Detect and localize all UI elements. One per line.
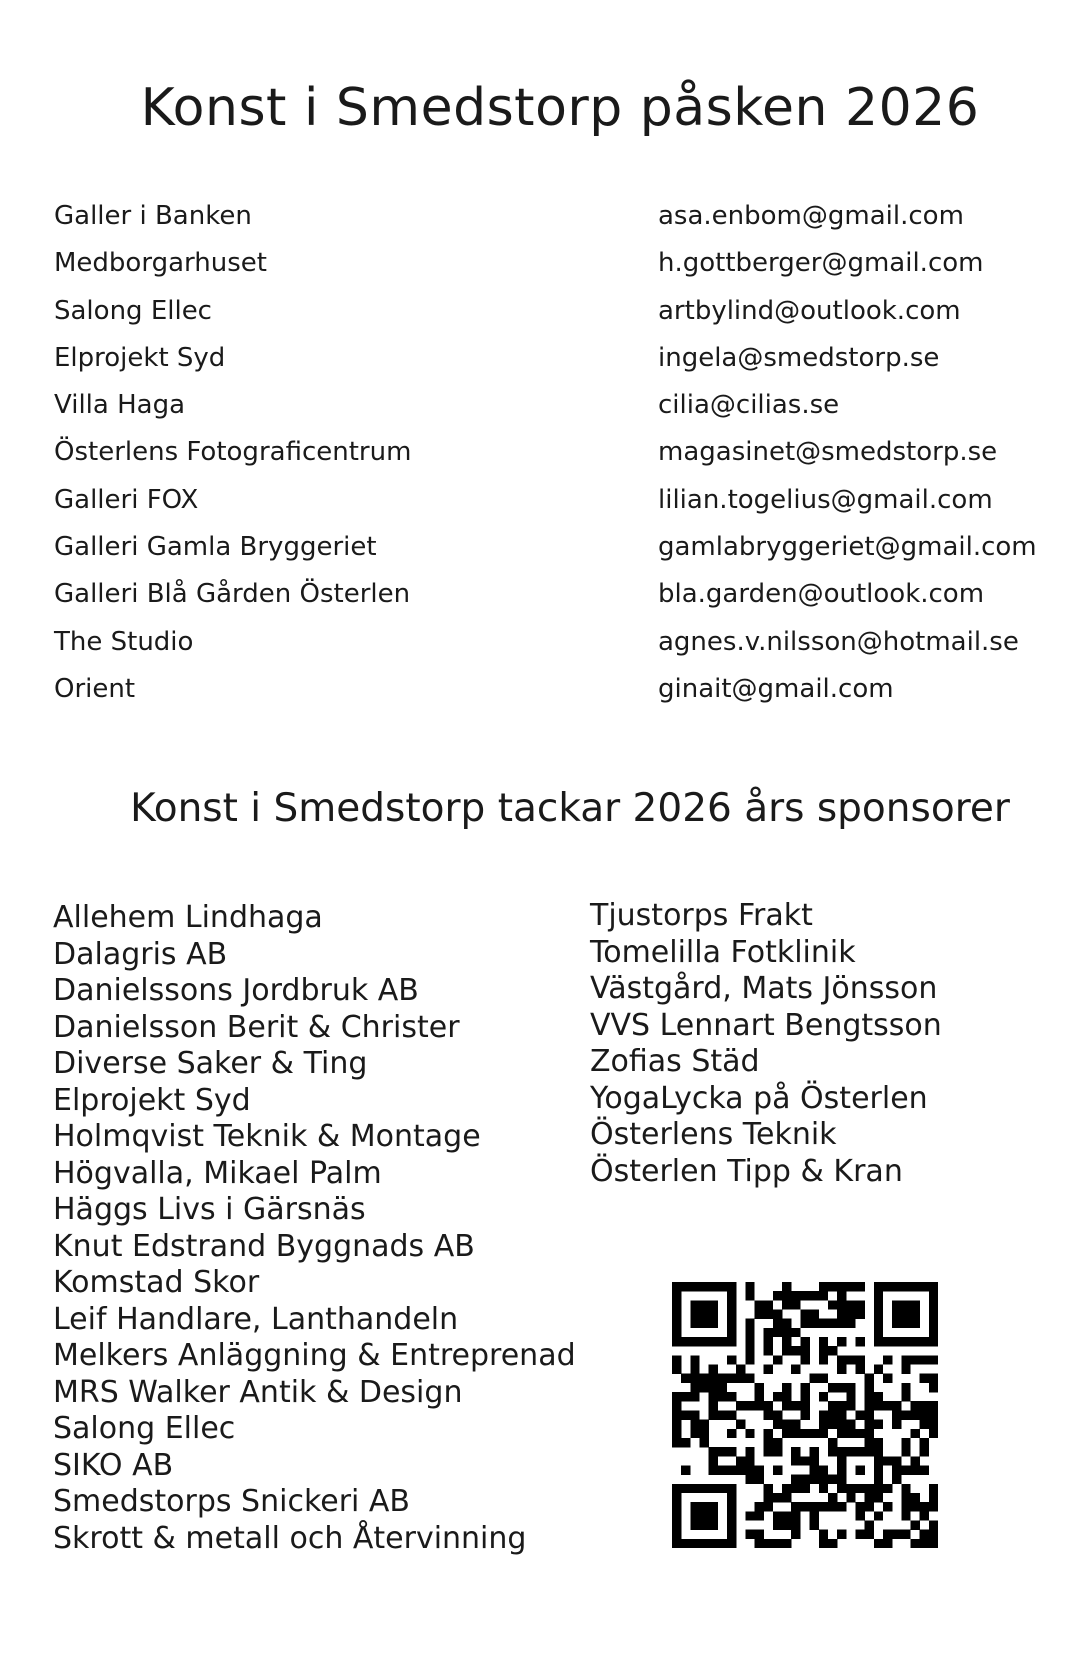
sponsor-item: Tjustorps Frakt <box>590 898 813 933</box>
venue-email: cilia@cilias.se <box>658 390 840 421</box>
venue-name: Villa Haga <box>54 390 186 421</box>
sponsor-item: Melkers Anläggning & Entreprenad <box>53 1338 576 1373</box>
venue-email: asa.enbom@gmail.com <box>658 201 964 231</box>
venue-email: lilian.togelius@gmail.com <box>658 484 993 515</box>
venue-name: Orient <box>54 673 136 704</box>
venue-email: agnes.v.nilsson@hotmail.se <box>658 626 1019 657</box>
page-title: Konst i Smedstorp påsken 2026 <box>140 78 980 138</box>
sponsor-item: Västgård, Mats Jönsson <box>590 971 938 1006</box>
venue-email: magasinet@smedstorp.se <box>658 437 998 468</box>
venue-name: Galleri Blå Gården Österlen <box>54 579 411 610</box>
venue-email: artbylind@outlook.com <box>658 295 961 326</box>
venue-list <box>54 198 654 718</box>
email-list <box>658 198 1078 718</box>
sponsor-item: Smedstorps Snickeri AB <box>53 1484 411 1519</box>
sponsors-heading: Konst i Smedstorp tackar 2026 års sponsorer <box>130 786 1010 831</box>
sponsor-item: SIKO AB <box>53 1447 174 1483</box>
sponsor-item: YogaLycka på Österlen <box>590 1080 928 1116</box>
sponsor-item: Allehem Lindhaga <box>53 900 323 935</box>
sponsor-item: Diverse Saker & Ting <box>53 1046 368 1081</box>
sponsor-list-left <box>53 900 576 1557</box>
venue-email: ingela@smedstorp.se <box>658 342 940 373</box>
sponsor-item: Häggs Livs i Gärsnäs <box>53 1192 366 1227</box>
venue-name: The Studio <box>54 626 194 657</box>
sponsor-item: Österlens Teknik <box>590 1117 837 1152</box>
venue-name: Galleri FOX <box>54 484 199 515</box>
sponsor-item: VVS Lennart Bengtsson <box>590 1007 942 1043</box>
venue-name: Medborgarhuset <box>54 248 267 279</box>
qr-code-icon <box>672 1282 938 1548</box>
sponsor-item: Elprojekt Syd <box>53 1082 251 1118</box>
sponsor-item: Zofias Städ <box>590 1044 760 1079</box>
sponsor-item: Högvalla, Mikael Palm <box>53 1155 382 1191</box>
venue-email: gamlabryggeriet@gmail.com <box>658 532 1037 563</box>
venue-name: Österlens Fotograficentrum <box>54 437 412 468</box>
venue-name: Galler i Banken <box>54 201 252 231</box>
sponsor-list-right <box>590 898 942 1190</box>
sponsor-item: Holmqvist Teknik & Montage <box>53 1119 481 1154</box>
sponsor-item: Danielssons Jordbruk AB <box>53 973 419 1008</box>
venue-email: h.gottberger@gmail.com <box>658 248 984 279</box>
sponsor-item: Salong Ellec <box>53 1411 236 1446</box>
sponsor-item: Dalagris AB <box>53 936 228 972</box>
sponsor-item: Komstad Skor <box>53 1265 260 1300</box>
sponsor-item: Danielsson Berit & Christer <box>53 1009 460 1045</box>
venue-email: bla.garden@outlook.com <box>658 579 985 610</box>
sponsor-item: Österlen Tipp & Kran <box>590 1153 903 1189</box>
sponsor-item: Skrott & metall och Återvinning <box>53 1520 527 1556</box>
sponsor-item: Knut Edstrand Byggnads AB <box>53 1228 475 1264</box>
venue-name: Salong Ellec <box>54 295 212 326</box>
venue-name: Elprojekt Syd <box>54 342 226 373</box>
venue-name: Galleri Gamla Bryggeriet <box>54 532 377 563</box>
sponsor-item: Leif Handlare, Lanthandeln <box>53 1301 459 1337</box>
venue-email: ginait@gmail.com <box>658 673 894 704</box>
sponsor-item: MRS Walker Antik & Design <box>53 1374 463 1410</box>
sponsor-item: Tomelilla Fotklinik <box>590 934 856 970</box>
